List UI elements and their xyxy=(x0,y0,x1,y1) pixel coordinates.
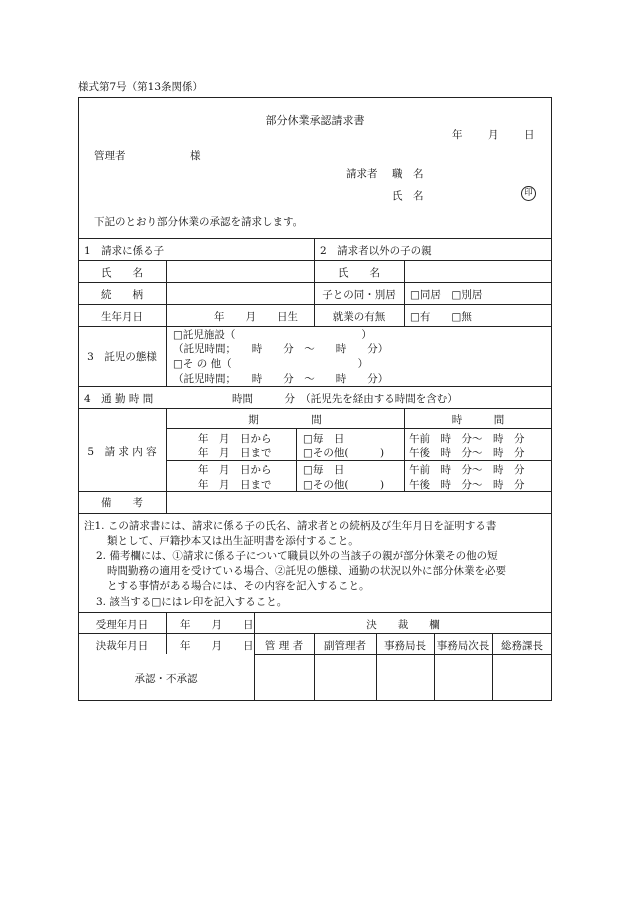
request-type[interactable]: □毎 日 xyxy=(303,433,345,445)
cohabit-options[interactable]: □同居 □別居 xyxy=(410,289,483,301)
request-type[interactable]: □その他( ) xyxy=(303,447,385,459)
form-title: 部分休業承認請求書 xyxy=(265,114,365,127)
note-line: 時間勤務の適用を受けている場合、②託児の態様、通勤の状況以外に部分休業を必要 xyxy=(107,565,506,577)
approver-vice-director: 事務局次長 xyxy=(436,640,490,652)
decision-label: 決裁年月日 xyxy=(95,640,149,652)
request-time[interactable]: 午前 時 分～ 時 分 xyxy=(409,433,525,445)
request-date[interactable]: 年 月 日まで xyxy=(198,447,272,459)
addressee-name: 管理者 xyxy=(94,150,126,162)
addressee-honorific: 様 xyxy=(190,150,201,162)
childcare-line[interactable]: □そ の 他（ ） xyxy=(173,358,369,370)
commute-label: 4 通 勤 時 間 xyxy=(84,393,154,405)
decision-value[interactable]: 年 月 日 xyxy=(180,640,254,652)
employment-label: 就業の有無 xyxy=(332,311,386,323)
request-date[interactable]: 年 月 日から xyxy=(198,433,272,445)
note-line: 3. 該当する□にはレ印を記入すること。 xyxy=(96,596,288,608)
birth-label: 生年月日 xyxy=(101,311,143,323)
request-time[interactable]: 午前 時 分～ 時 分 xyxy=(409,464,525,476)
note-line: 類として、戸籍抄本又は出生証明書を添付すること。 xyxy=(107,535,359,547)
date-day[interactable]: 日 xyxy=(524,129,535,141)
childcare-label: 3 託児の態様 xyxy=(87,351,157,363)
approver-general-affairs: 総務課長 xyxy=(501,640,543,652)
decision-column-title: 決 裁 欄 xyxy=(366,619,440,631)
request-label: 5 請 求 内 容 xyxy=(87,446,157,458)
childcare-line[interactable]: （託児時間； 時 分 ～ 時 分） xyxy=(173,343,389,355)
note-line: とする事情がある場合には、その内容を記入すること。 xyxy=(107,580,370,592)
request-date[interactable]: 年 月 日まで xyxy=(198,479,272,491)
request-time[interactable]: 午後 時 分～ 時 分 xyxy=(409,479,525,491)
position-label: 職 名 xyxy=(392,168,424,180)
name-label: 氏 名 xyxy=(392,190,424,202)
request-date[interactable]: 年 月 日から xyxy=(198,464,272,476)
childcare-line[interactable]: （託児時間； 時 分 ～ 時 分） xyxy=(173,373,389,385)
request-type[interactable]: □その他( ) xyxy=(303,479,385,491)
received-value[interactable]: 年 月 日 xyxy=(180,619,254,631)
received-label: 受理年月日 xyxy=(95,619,149,631)
remarks-label: 備 考 xyxy=(101,497,143,509)
intro-text: 下記のとおり部分休業の承認を請求します。 xyxy=(94,216,304,228)
employment-options[interactable]: □有 □無 xyxy=(410,311,472,323)
date-month[interactable]: 月 xyxy=(488,129,499,141)
note-line: 2. 備考欄には、①請求に係る子について職員以外の当該子の親が部分休業その他の短 xyxy=(96,550,498,562)
note-line: 注1. この請求書には、請求に係る子の氏名、請求者との続柄及び生年月日を証明する書 xyxy=(84,520,497,532)
section2-heading: 2 請求者以外の子の親 xyxy=(320,245,432,257)
childcare-line[interactable]: □託児施設（ ） xyxy=(173,329,372,341)
time-header: 時 間 xyxy=(451,414,505,426)
approver-manager: 管 理 者 xyxy=(264,640,304,652)
parent-name-label: 氏 名 xyxy=(338,267,380,279)
approver-deputy: 副管理者 xyxy=(324,640,366,652)
form-label: 様式第7号（第13条関係） xyxy=(78,81,204,93)
requester-label: 請求者 xyxy=(346,168,378,180)
request-type[interactable]: □毎 日 xyxy=(303,464,345,476)
section1-heading: 1 請求に係る子 xyxy=(84,245,165,257)
period-header: 期 間 xyxy=(248,414,322,426)
date-year[interactable]: 年 xyxy=(452,129,463,141)
approval-result[interactable]: 承認・不承認 xyxy=(134,673,198,685)
approver-director: 事務局長 xyxy=(384,640,426,652)
child-name-label: 氏 名 xyxy=(101,267,143,279)
birth-value[interactable]: 年 月 日生 xyxy=(214,311,298,323)
cohabit-label: 子との同・別居 xyxy=(322,289,396,301)
commute-value[interactable]: 時間 分 （託児先を経由する時間を含む） xyxy=(232,393,458,405)
request-time[interactable]: 午後 時 分～ 時 分 xyxy=(409,447,525,459)
seal-mark: 印 xyxy=(521,186,536,201)
relation-label: 続 柄 xyxy=(101,289,143,301)
